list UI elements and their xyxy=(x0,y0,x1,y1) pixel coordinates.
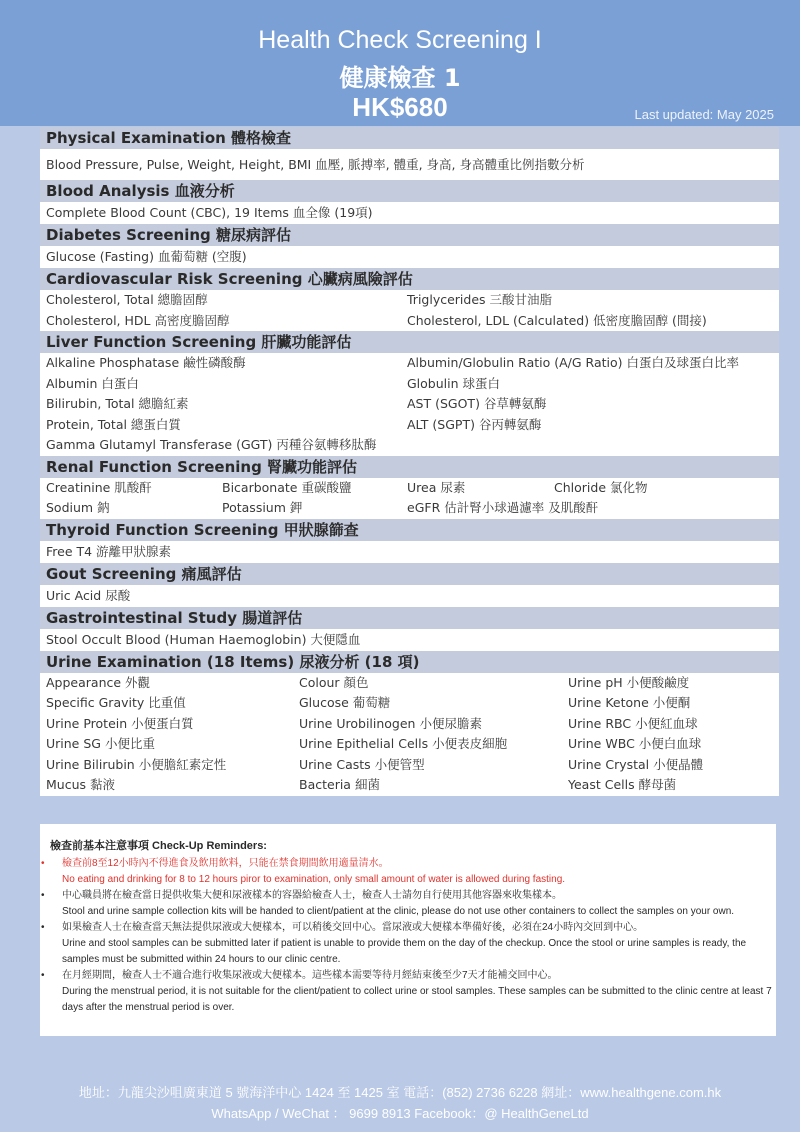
list-item: Urine Ketone 小便酮 xyxy=(568,695,691,710)
table-row xyxy=(46,714,773,735)
list-item: Protein, Total 總蛋白質 xyxy=(46,416,181,432)
table-row xyxy=(46,394,773,415)
list-item: Globulin 球蛋白 xyxy=(407,375,501,391)
section-header-gastro: Gastrointestinal Study 腸道評估 xyxy=(40,607,779,629)
section-header-cardio: Cardiovascular Risk Screening 心臟病風險評估 xyxy=(40,268,779,290)
section-header-liver: Liver Function Screening 肝臟功能評估 xyxy=(40,331,779,353)
list-item: Urine Casts 小便管型 xyxy=(299,756,425,772)
footer-contact: 地址：九龍尖沙咀廣東道 5 號海洋中心 1424 至 1425 室 電話：(852) 2736 6228 網址：www.healthgene.com.hk xyxy=(78,1085,722,1100)
section-header-diabetes: Diabetes Screening 糖尿病評估 xyxy=(40,224,779,246)
section-body-gout xyxy=(40,585,779,607)
list-item: Specific Gravity 比重值 xyxy=(46,695,186,710)
section-body-physical xyxy=(40,149,779,180)
section-header-thyroid: Thyroid Function Screening 甲狀腺篩查 xyxy=(40,519,779,541)
section-body-blood xyxy=(40,202,779,224)
screening-items xyxy=(40,127,779,796)
footer-social: WhatsApp / WeChat ： 9699 8913 Facebook：@ HealthGeneLtd xyxy=(211,1106,589,1121)
section-body-urine xyxy=(40,673,779,796)
table-row xyxy=(46,775,773,796)
list-item: Bacteria 細菌 xyxy=(299,777,380,792)
list-item: Stool Occult Blood (Human Haemoglobin) 大便隱血 xyxy=(46,631,361,647)
reminder-en: Urine and stool samples can be submitted later if patient is unable to provide them on the day of the checkup. Once the stool or urine samples is ready, the samples must be submitted within 24 hours to our clinic centre. xyxy=(62,938,747,965)
list-item: Colour 顏色 xyxy=(299,674,369,690)
list-item: Urine Crystal 小便晶體 xyxy=(568,756,704,772)
table-row xyxy=(46,478,773,499)
table-row xyxy=(46,435,773,456)
list-item: Complete Blood Count (CBC), 19 Items 血全像 (19項) xyxy=(46,205,373,220)
reminder-en: No eating and drinking for 8 to 12 hours piror to examination, only small amount of water is allowed during fasting. xyxy=(62,874,566,885)
page-footer xyxy=(0,1082,800,1124)
list-item: Urine Protein 小便蛋白質 xyxy=(46,715,194,731)
list-item: Urine RBC 小便紅血球 xyxy=(568,715,698,731)
reminder-en: During the menstrual period, it is not suitable for the client/patient to collect urine or stool samples. These samples can be submitted to the clinic centre at least 7 days after the menstrual period is over. xyxy=(62,986,772,1013)
list-item: Urine SG 小便比重 xyxy=(46,736,155,751)
bullet-icon: • xyxy=(41,970,45,981)
section-header-blood: Blood Analysis 血液分析 xyxy=(40,180,779,202)
list-item: Urine WBC 小便白血球 xyxy=(568,736,702,751)
table-row xyxy=(46,290,773,311)
section-body-cardio xyxy=(40,290,779,331)
section-header-renal: Renal Function Screening 腎臟功能評估 xyxy=(40,456,779,478)
reminder-en: Stool and urine sample collection kits will be handed to client/patient at the clinic, please do not use other containers to collect the samples on your own. xyxy=(62,906,735,917)
reminder-zh: 在月經期間，檢查人士不適合進行收集尿液或大便樣本。這些樣本需要等待月經結束後至少7天才能補交回中心。 xyxy=(62,970,558,981)
section-header-urine: Urine Examination (18 Items) 尿液分析 (18 項) xyxy=(40,651,779,673)
reminder-zh: 如果檢查人士在檢查當天無法提供尿液或大便樣本，可以稍後交回中心。當尿液或大便樣本準備好後，必須在24小時內交回到中心。 xyxy=(62,922,644,933)
list-item: Albumin 白蛋白 xyxy=(46,375,139,391)
list-item: Yeast Cells 酵母菌 xyxy=(568,777,677,792)
reminder-item xyxy=(41,920,776,968)
list-item: Mucus 黏液 xyxy=(46,777,115,792)
list-item: Potassium 鉀 xyxy=(222,500,303,515)
table-row xyxy=(46,374,773,395)
list-item: Urine Urobilinogen 小便尿膽素 xyxy=(299,715,482,731)
bullet-icon: • xyxy=(41,922,45,933)
section-body-diabetes xyxy=(40,246,779,268)
list-item: Cholesterol, HDL 高密度膽固醇 xyxy=(46,312,230,328)
checkup-reminders xyxy=(40,824,776,1036)
last-updated: Last updated: May 2025 xyxy=(634,107,774,122)
list-item: Cholesterol, LDL (Calculated) 低密度膽固醇 (間接) xyxy=(407,312,707,328)
list-item: AST (SGOT) 谷草轉氨酶 xyxy=(407,396,547,411)
reminder-item xyxy=(41,856,776,888)
list-item: Cholesterol, Total 總膽固醇 xyxy=(46,292,208,307)
list-item: Urine Epithelial Cells 小便表皮細胞 xyxy=(299,736,508,751)
table-row xyxy=(46,673,773,694)
list-item: Gamma Glutamyl Transferase (GGT) 丙種谷氨轉移肽酶 xyxy=(46,437,377,452)
list-item: Glucose 葡萄糖 xyxy=(299,695,391,710)
list-item: Urine Bilirubin 小便膽紅素定性 xyxy=(46,756,227,772)
title-chinese: 健康檢查 1 xyxy=(339,64,461,92)
list-item: Sodium 鈉 xyxy=(46,500,110,515)
reminder-zh: 中心職員將在檢查當日提供收集大便和尿液樣本的容器給檢查人士，檢查人士請勿自行使用其他容器來收集樣本。 xyxy=(62,890,562,901)
list-item: Alkaline Phosphatase 鹼性磷酸酶 xyxy=(46,355,246,370)
reminders-title: 檢查前基本注意事項 Check-Up Reminders: xyxy=(50,840,267,852)
reminder-zh: 檢查前8至12小時內不得進食及飲用飲料，只能在禁食期間飲用適量清水。 xyxy=(62,858,389,869)
section-body-renal xyxy=(40,478,779,519)
list-item: Bilirubin, Total 總膽紅素 xyxy=(46,396,189,411)
table-row xyxy=(46,415,773,436)
list-item: Creatinine 肌酸酐 xyxy=(46,479,152,495)
section-body-liver xyxy=(40,353,779,456)
section-body-thyroid xyxy=(40,541,779,563)
list-item: Bicarbonate 重碳酸鹽 xyxy=(222,479,352,495)
list-item: Uric Acid 尿酸 xyxy=(46,587,131,603)
list-item: Blood Pressure, Pulse, Weight, Height, BMI 血壓, 脈搏率, 體重, 身高, 身高體重比例指數分析 xyxy=(46,157,585,172)
reminder-item xyxy=(41,968,776,1016)
title-english: Health Check Screening I xyxy=(258,26,542,54)
section-header-gout: Gout Screening 痛風評估 xyxy=(40,563,779,585)
table-row xyxy=(46,734,773,755)
list-item: Albumin/Globulin Ratio (A/G Ratio) 白蛋白及球蛋白比率 xyxy=(407,355,739,370)
table-row xyxy=(46,755,773,776)
price: HK$680 xyxy=(352,92,448,122)
page-header xyxy=(0,0,800,126)
reminder-item xyxy=(41,888,776,920)
list-item: eGFR 估計腎小球過濾率 及肌酸酐 xyxy=(407,500,599,515)
table-row xyxy=(46,353,773,374)
list-item: Urea 尿素 xyxy=(407,479,466,495)
list-item: Glucose (Fasting) 血葡萄糖 (空腹) xyxy=(46,249,247,264)
list-item: Free T4 游離甲狀腺素 xyxy=(46,543,172,559)
list-item: Triglycerides 三酸甘油脂 xyxy=(407,292,553,307)
bullet-icon: • xyxy=(41,890,45,901)
table-row xyxy=(46,693,773,714)
bullet-icon: • xyxy=(41,858,45,869)
table-row xyxy=(46,311,773,332)
list-item: Urine pH 小便酸鹼度 xyxy=(568,674,690,690)
section-body-gastro xyxy=(40,629,779,651)
list-item: ALT (SGPT) 谷丙轉氨酶 xyxy=(407,416,542,432)
section-header-physical: Physical Examination 體格檢查 xyxy=(40,127,779,149)
table-row xyxy=(46,498,773,519)
list-item: Chloride 氯化物 xyxy=(554,479,648,495)
list-item: Appearance 外觀 xyxy=(46,674,151,690)
